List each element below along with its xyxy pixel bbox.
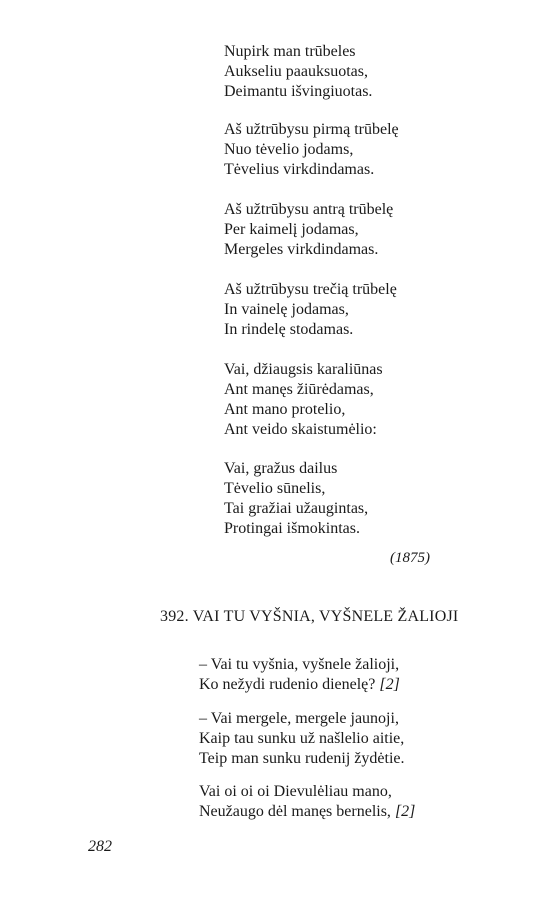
poem-line: – Vai mergele, mergele jaunoji, [199, 710, 399, 727]
poem-line: Protingai išmokintas. [224, 520, 360, 537]
poem-line: Kaip tau sunku už našlelio aitie, [199, 730, 405, 747]
page-number: 282 [88, 838, 112, 855]
poem-line: Teip man sunku rudenij žydėtie. [199, 750, 405, 767]
poem-line: Tėvelio sūnelis, [224, 480, 326, 497]
poem-line: Vai, gražus dailus [224, 460, 338, 477]
line-text: Neužaugo dėl manęs bernelis, [199, 803, 391, 820]
repeat-mark: [2] [394, 803, 416, 820]
poem-date: (1875) [390, 550, 430, 566]
poem-line: In vainelę jodamas, [224, 301, 349, 318]
poem-line: Aš užtrūbysu pirmą trūbelę [224, 121, 399, 138]
poem-line: Tai gražiai užaugintas, [224, 500, 369, 517]
poem-line: Aš užtrūbysu trečią trūbelę [224, 281, 397, 298]
poem-line: Per kaimelį jodamas, [224, 221, 359, 238]
poem-line [199, 655, 399, 675]
poem-line: Nupirk man trūbeles [224, 43, 356, 60]
poem-line: Nuo tėvelio jodams, [224, 141, 354, 158]
poem-line: In rindelę stodamas. [224, 321, 354, 338]
poem-heading: 392. VAI TU VYŠNIA, VYŠNELE ŽALIOJI [160, 608, 459, 625]
poem-line: Ant manęs žiūrėdamas, [224, 381, 374, 398]
repeat-mark: [2] [379, 676, 400, 693]
poem-line: Ant mano protelio, [224, 401, 346, 418]
poem-line: Aš užtrūbysu antrą trūbelę [224, 201, 394, 218]
poem-line: Ant veido skaistumėlio: [224, 421, 377, 438]
poem-line: Aukseliu paauksuotas, [224, 63, 368, 80]
poem-line [199, 802, 415, 822]
poem-line: Tėvelius virkdindamas. [224, 161, 375, 178]
poem-line: Vai, džiaugsis karaliūnas [224, 361, 383, 378]
line-text: – Vai tu vyšnia, vyšnele žalioji, [199, 656, 400, 673]
poem-line: Mergeles virkdindamas. [224, 241, 379, 258]
poem-line: Deimantu išvingiuotas. [224, 83, 373, 100]
line-text: Ko nežydi rudenio dienelę? [199, 676, 376, 693]
poem-line [199, 675, 400, 695]
poem-line: Vai oi oi oi Dievulėliau mano, [199, 783, 392, 800]
